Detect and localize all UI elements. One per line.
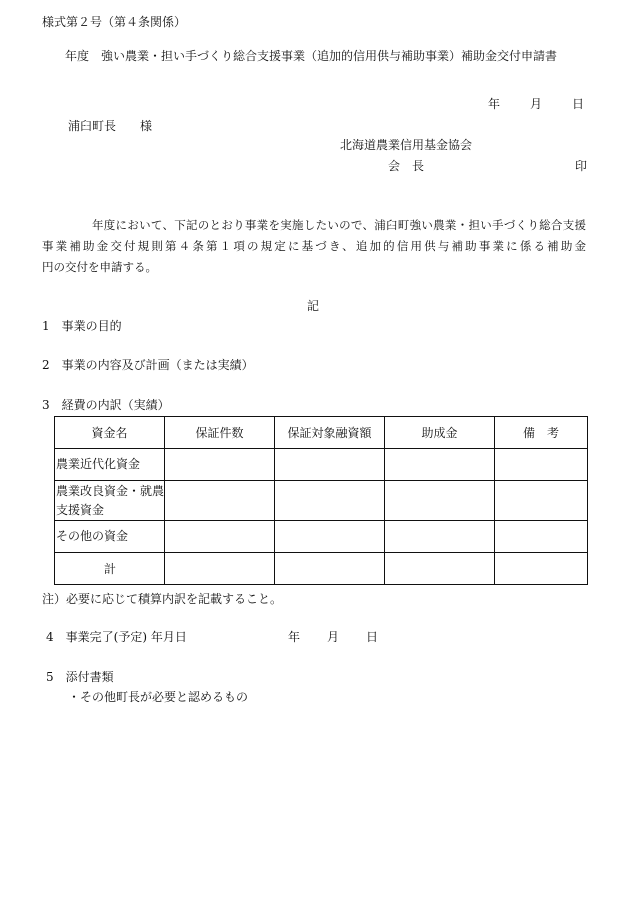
header-remarks: 備 考 xyxy=(495,417,588,449)
applicant-position: 会 長 xyxy=(388,159,425,173)
table-cell xyxy=(495,553,588,585)
body-text-line: 年度において、下記のとおり事業を実施したいので、浦臼町強い農業・担い手づくり総合支援 xyxy=(92,218,586,232)
applicant-organization: 北海道農業信用基金協会 xyxy=(340,138,473,152)
body-text-line: 事業補助金交付規則第４条第１項の規定に基づき、追加的信用供与補助事業に係る補助金 xyxy=(42,239,586,253)
header-guaranteed-loan-amount: 保証対象融資額 xyxy=(275,417,385,449)
section-content-plan: 2 事業の内容及び計画（または実績） xyxy=(42,358,254,372)
seal-mark: 印 xyxy=(575,159,588,173)
table-cell xyxy=(275,481,385,521)
row-label: 農業改良資金・就農支援資金 xyxy=(56,483,165,517)
section-attachments: 5 添付書類 xyxy=(46,670,114,684)
table-row xyxy=(55,521,588,553)
header-guarantee-count: 保証件数 xyxy=(165,417,275,449)
body-text-line: 円の交付を申請する。 xyxy=(42,260,157,274)
header-fund-name: 資金名 xyxy=(55,417,165,449)
table-cell xyxy=(495,521,588,553)
form-number: 様式第２号（第４条関係） xyxy=(42,15,187,29)
table-total-row xyxy=(55,553,588,585)
ki-heading: 記 xyxy=(307,299,320,313)
table-cell xyxy=(165,481,275,521)
section-expense-breakdown: 3 経費の内訳（実績） xyxy=(42,398,170,412)
table-header-row xyxy=(55,417,588,449)
row-label-cell xyxy=(55,521,165,553)
attachment-item: ・その他町長が必要と認めるもの xyxy=(68,690,249,704)
table-cell xyxy=(385,449,495,481)
table-cell xyxy=(385,481,495,521)
row-label: その他の資金 xyxy=(56,529,129,543)
row-label: 農業近代化資金 xyxy=(56,457,141,471)
table-cell xyxy=(495,449,588,481)
row-label-cell xyxy=(55,481,165,521)
addressee: 浦臼町長 様 xyxy=(68,119,153,133)
table-cell xyxy=(275,553,385,585)
table-cell xyxy=(385,553,495,585)
table-cell xyxy=(275,449,385,481)
table-cell xyxy=(165,553,275,585)
table-row xyxy=(55,481,588,521)
table-cell xyxy=(165,449,275,481)
table-note: 注）必要に応じて積算内訳を記載すること。 xyxy=(42,592,283,606)
table-cell xyxy=(165,521,275,553)
completion-date-value: 年 月 日 xyxy=(288,630,380,644)
table-cell xyxy=(275,521,385,553)
table-cell xyxy=(495,481,588,521)
document-title: 年度 強い農業・担い手づくり総合支援事業（追加的信用供与補助事業）補助金交付申請書 xyxy=(65,49,558,63)
table-row xyxy=(55,449,588,481)
expense-table xyxy=(54,416,588,585)
header-subsidy: 助成金 xyxy=(385,417,495,449)
total-label: 計 xyxy=(55,553,165,585)
section-purpose: 1 事業の目的 xyxy=(42,319,122,333)
application-date: 年 月 日 xyxy=(488,97,587,111)
section-completion-date: 4 事業完了(予定) 年月日 xyxy=(46,630,187,644)
table-cell xyxy=(385,521,495,553)
row-label-cell xyxy=(55,449,165,481)
